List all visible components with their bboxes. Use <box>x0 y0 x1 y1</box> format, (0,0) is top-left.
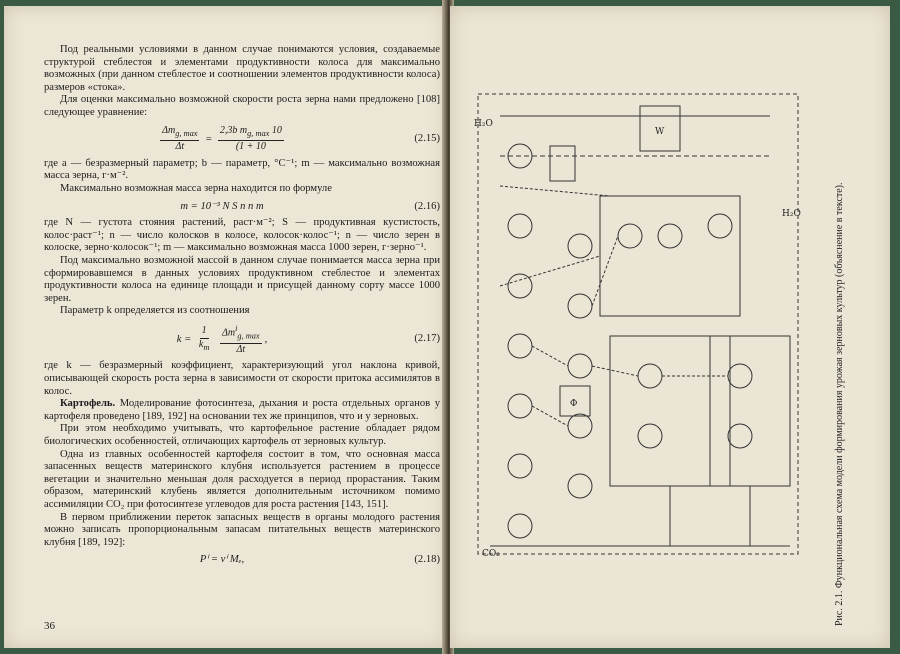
equation-2-17: k = $\frac{1}{k_m}$ $\frac{\Delta m^i_{g, max}}{\Delta t}$ , (2.17) <box>176 323 440 355</box>
equation-2-16: m = 10⁻³ N S n n m (2.16) <box>180 200 440 212</box>
phi-label: Φ <box>570 399 578 409</box>
paragraph: Для оценки максимально возможной скорости роста зерна нами предложено [108] следующее уравнение: <box>44 94 440 118</box>
paragraph: При этом необходимо учитывать, что картофельное растение обладает рядом биологических особенностей, отличающих картофель от зерновых культур. <box>44 423 440 447</box>
equation-2-18: Pⁱ = νⁱ Mₑ, (2.18) <box>199 554 440 566</box>
w-label: W <box>655 127 665 137</box>
h2o-label: H₂O <box>782 209 801 219</box>
figure-caption: Рис. 2.1. Функциональная схема модели формирования урожая зерновых культур (объяснение в тексте). <box>834 182 845 626</box>
paragraph: где k — безразмерный коэффициент, характеризующий угол наклона кривой, описывающей скорость роста зерна в зависимости от скорости притока ассимилятов в колос. <box>44 360 440 397</box>
page-number: 36 <box>44 620 55 632</box>
h2o-label: H₂O <box>474 119 493 129</box>
paragraph: Под максимально возможной массой в данном случае понимается масса зерна при сформировавшемся в данных условиях продуктивном стеблестое и элементах продуктивности колоса на единице площади и присущей данному сорту массе 1000 зерен. <box>44 254 440 304</box>
paragraph: где a — безразмерный параметр; b — параметр, °С⁻¹; m — максимально возможная масса зерна, г·м⁻². <box>44 157 440 182</box>
paragraph: Параметр k определяется из соотношения <box>60 305 250 317</box>
paragraph: Под реальными условиями в данном случае понимаются условия, создаваемые структурой стеблестоя и элементами продуктивности колоса для максимально возможных (при данном стеблестое и соотношении элементов продуктивности колоса) размеров «стока». <box>44 44 440 93</box>
paragraph: Максимально возможная масса зерна находится по формуле <box>60 182 332 194</box>
right-page <box>450 6 890 648</box>
left-page-text <box>44 44 440 571</box>
paragraph: где N — густота стояния растений, раст·м⁻²; S — продуктивная кустистость, колос·раст⁻¹; n — число колосков в колосе, колосок·колос⁻¹; n — число зерен в колоске, зерно·колосок⁻¹; m — максимально возможная масса 1000 зерен, г·зерно⁻¹. <box>44 217 440 254</box>
equation-2-15: $\frac{\Delta m_{g, max}}{\Delta t}$ = $\frac{2,3b m_{g, max} 10}{(1 + 10}$ (2.15) <box>162 124 440 153</box>
left-page <box>4 6 446 648</box>
co2-label: CO₂ <box>482 549 500 559</box>
functional-diagram <box>470 86 810 566</box>
paragraph: Картофель. Моделирование фотосинтеза, дыхания и роста отдельных органов у картофеля проведено [189, 192] на основании тех же принципов, что и у зерновых. <box>44 398 440 422</box>
paragraph: В первом приближении переток запасных веществ в органы молодого растения можно записать пропорциональным запасам питательных веществ материнского клубня [189, 192]: <box>44 511 440 548</box>
paragraph: Одна из главных особенностей картофеля состоит в том, что основная масса запасенных веществ материнского клубня используется растением в процессе вегетации и значительно меньшая доля расходуется в период прорастания. Таким образом, материнский клубень является дополнительным источником помимо ассимиляции CO₂ при фотосинтезе углеводов для роста растения [143, 151]. <box>44 448 440 510</box>
